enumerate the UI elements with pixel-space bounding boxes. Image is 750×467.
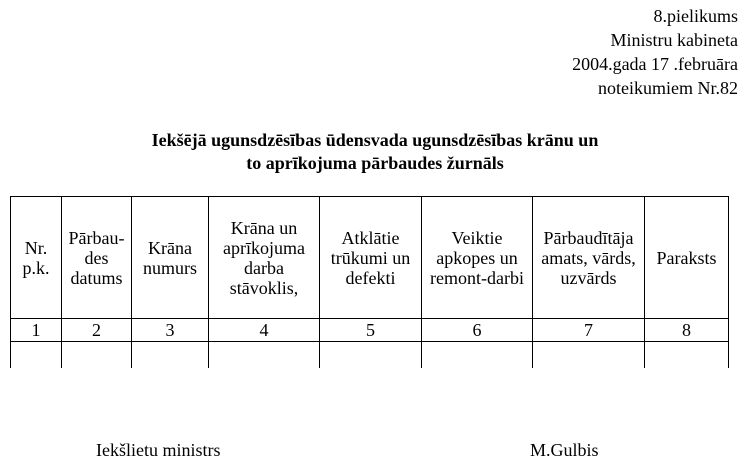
header-cell-number: Nr. p.k. — [11, 197, 62, 319]
header-cell-defects: Atklātie trūkumi un defekti — [320, 197, 422, 319]
header-cell-repairs: Veiktie apkopes un remont-darbi — [422, 197, 533, 319]
header-cell-condition: Krāna un aprīkojuma darba stāvoklis, — [209, 197, 320, 319]
column-number: 8 — [645, 319, 729, 342]
blank-cell — [11, 342, 62, 369]
table-header-row — [11, 197, 729, 319]
blank-cell — [422, 342, 533, 369]
title-line-2: to aprīkojuma pārbaudes žurnāls — [246, 153, 504, 173]
blank-cell — [209, 342, 320, 369]
column-number: 3 — [132, 319, 209, 342]
column-number: 5 — [320, 319, 422, 342]
annex-reference — [572, 4, 738, 100]
annex-line-cabinet: Ministru kabineta — [610, 30, 738, 50]
blank-cell — [645, 342, 729, 369]
blank-cell — [533, 342, 645, 369]
blank-cell — [320, 342, 422, 369]
annex-line-date: 2004.gada 17 .februāra — [572, 54, 738, 74]
column-number: 1 — [11, 319, 62, 342]
header-cell-inspector: Pārbaudītāja amats, vārds, uzvārds — [533, 197, 645, 319]
minister-title: Iekšlietu ministrs — [96, 440, 221, 460]
annex-line-number: 8.pielikums — [653, 6, 738, 26]
column-number: 2 — [62, 319, 132, 342]
header-cell-valve-number: Krāna numurs — [132, 197, 209, 319]
document-title — [0, 129, 750, 175]
column-number: 6 — [422, 319, 533, 342]
minister-name: M.Gulbis — [530, 440, 599, 460]
table-blank-row — [11, 342, 729, 369]
blank-cell — [62, 342, 132, 369]
title-line-1: Iekšējā ugunsdzēsības ūdensvada ugunsdzēsības krānu un — [151, 130, 599, 150]
header-cell-signature: Paraksts — [645, 197, 729, 319]
column-number: 4 — [209, 319, 320, 342]
header-cell-date: Pārbau-des datums — [62, 197, 132, 319]
blank-cell — [132, 342, 209, 369]
column-number: 7 — [533, 319, 645, 342]
annex-line-regulation: noteikumiem Nr.82 — [598, 78, 738, 98]
inspection-journal-table — [10, 196, 729, 368]
table-column-number-row — [11, 319, 729, 342]
